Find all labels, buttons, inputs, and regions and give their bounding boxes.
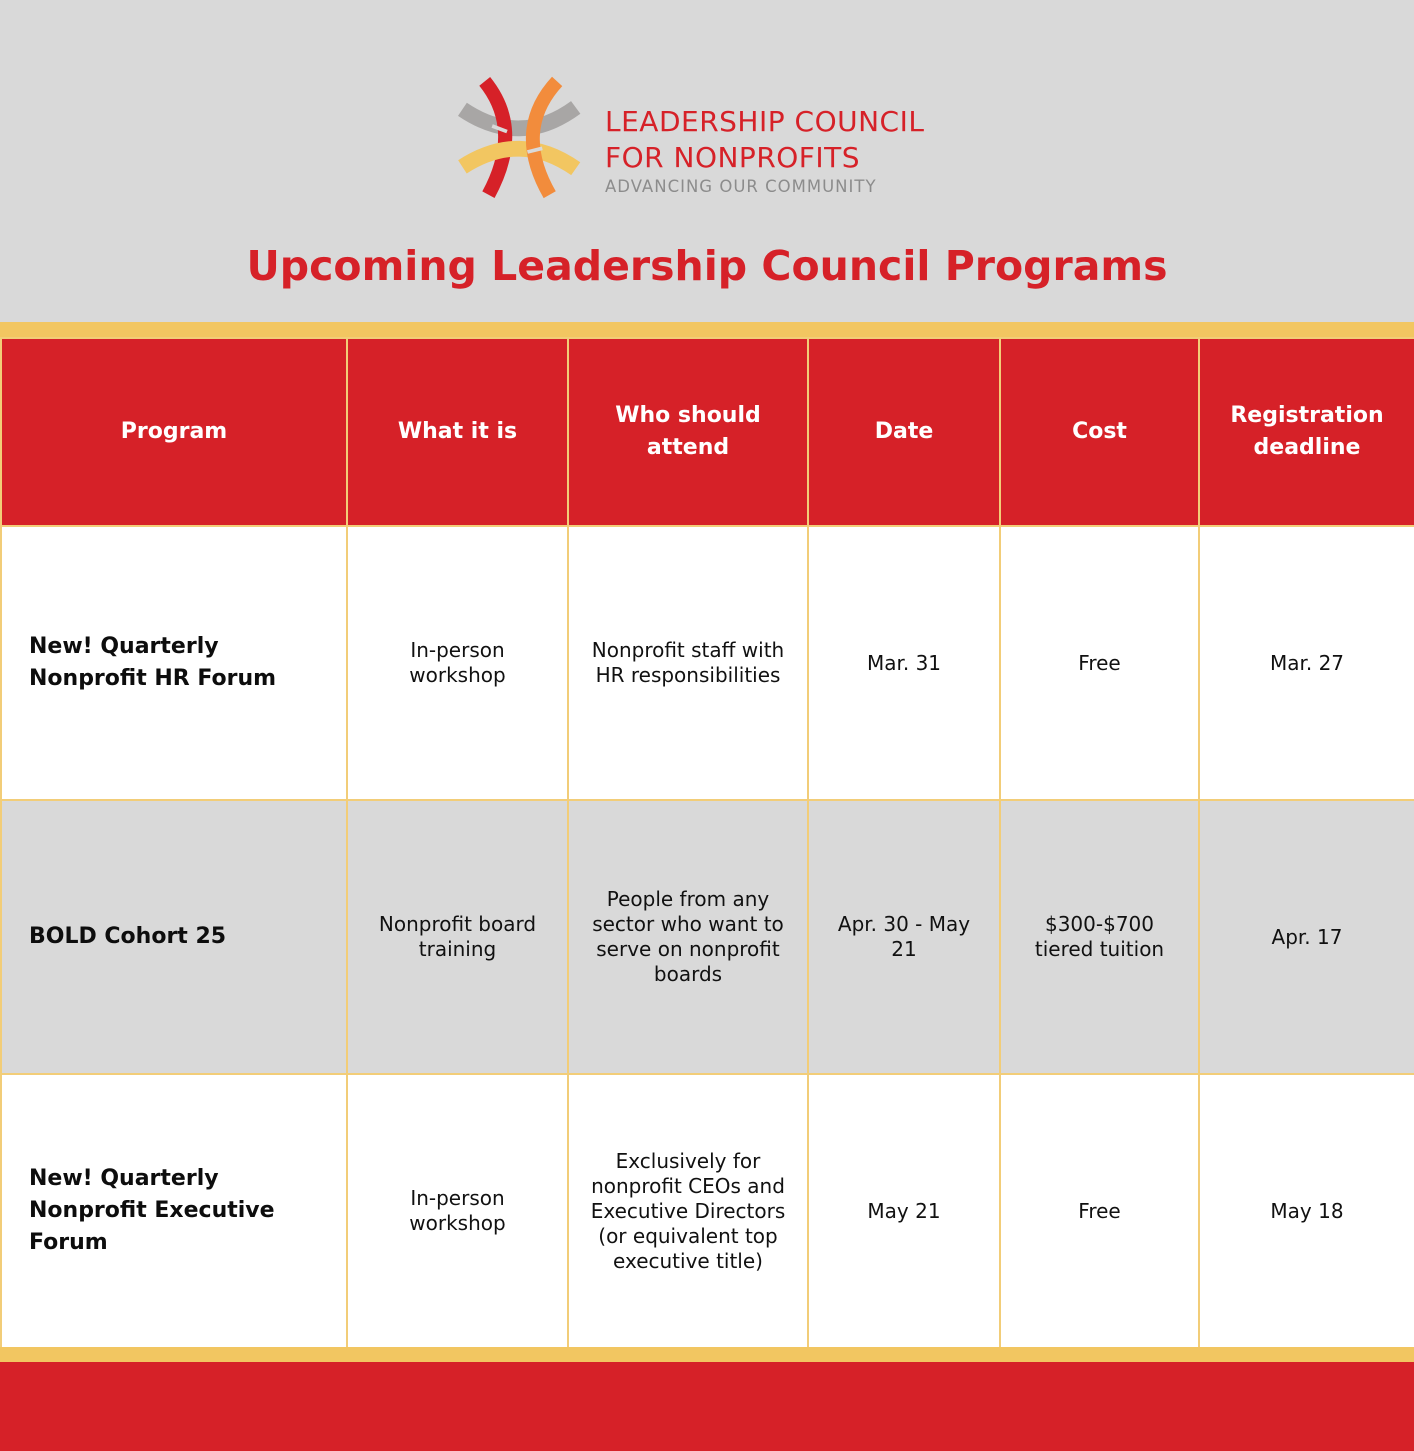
who-should-attend-cell: People from any sector who want to serve on nonprofit boards — [568, 800, 808, 1074]
who-should-attend-cell: Nonprofit staff with HR responsibilities — [568, 526, 808, 800]
date-cell: Mar. 31 — [808, 526, 1000, 800]
program-name-cell: BOLD Cohort 25 — [1, 800, 347, 1074]
table-row — [1, 526, 1414, 800]
column-header-cost: Cost — [1000, 338, 1199, 526]
organization-logo — [455, 74, 955, 206]
table-row — [1, 1074, 1414, 1348]
footer-band — [0, 1362, 1414, 1451]
table-row — [1, 800, 1414, 1074]
logo-name-line2: FOR NONPROFITS — [605, 141, 861, 174]
logo-wordmark — [605, 104, 924, 198]
what-it-is-cell: In-person workshop — [347, 1074, 568, 1348]
program-name-cell: New! Quarterly Nonprofit HR Forum — [1, 526, 347, 800]
table-header-row — [1, 338, 1414, 526]
page-title: Upcoming Leadership Council Programs — [246, 242, 1168, 290]
header-area — [0, 0, 1414, 322]
registration-deadline-cell: Mar. 27 — [1199, 526, 1414, 800]
column-header-program: Program — [1, 338, 347, 526]
cost-cell: $300-$700 tiered tuition — [1000, 800, 1199, 1074]
what-it-is-cell: Nonprofit board training — [347, 800, 568, 1074]
cost-cell: Free — [1000, 1074, 1199, 1348]
programs-table — [0, 337, 1414, 1349]
date-cell: Apr. 30 - May 21 — [808, 800, 1000, 1074]
column-header-who-should-attend: Who should attend — [568, 338, 808, 526]
date-cell: May 21 — [808, 1074, 1000, 1348]
cost-cell: Free — [1000, 526, 1199, 800]
interlocking-arcs-logo-icon — [455, 74, 585, 204]
logo-name-line1: LEADERSHIP COUNCIL — [605, 105, 925, 138]
registration-deadline-cell: May 18 — [1199, 1074, 1414, 1348]
top-accent-stripe — [0, 322, 1414, 337]
column-header-what-it-is: What it is — [347, 338, 568, 526]
column-header-date: Date — [808, 338, 1000, 526]
registration-deadline-cell: Apr. 17 — [1199, 800, 1414, 1074]
column-header-registration-deadline: Registration deadline — [1199, 338, 1414, 526]
program-name-cell: New! Quarterly Nonprofit Executive Forum — [1, 1074, 347, 1348]
bottom-accent-stripe — [0, 1347, 1414, 1362]
logo-tagline: ADVANCING OUR COMMUNITY — [605, 177, 877, 196]
what-it-is-cell: In-person workshop — [347, 526, 568, 800]
who-should-attend-cell: Exclusively for nonprofit CEOs and Executive Directors (or equivalent top executive title) — [568, 1074, 808, 1348]
